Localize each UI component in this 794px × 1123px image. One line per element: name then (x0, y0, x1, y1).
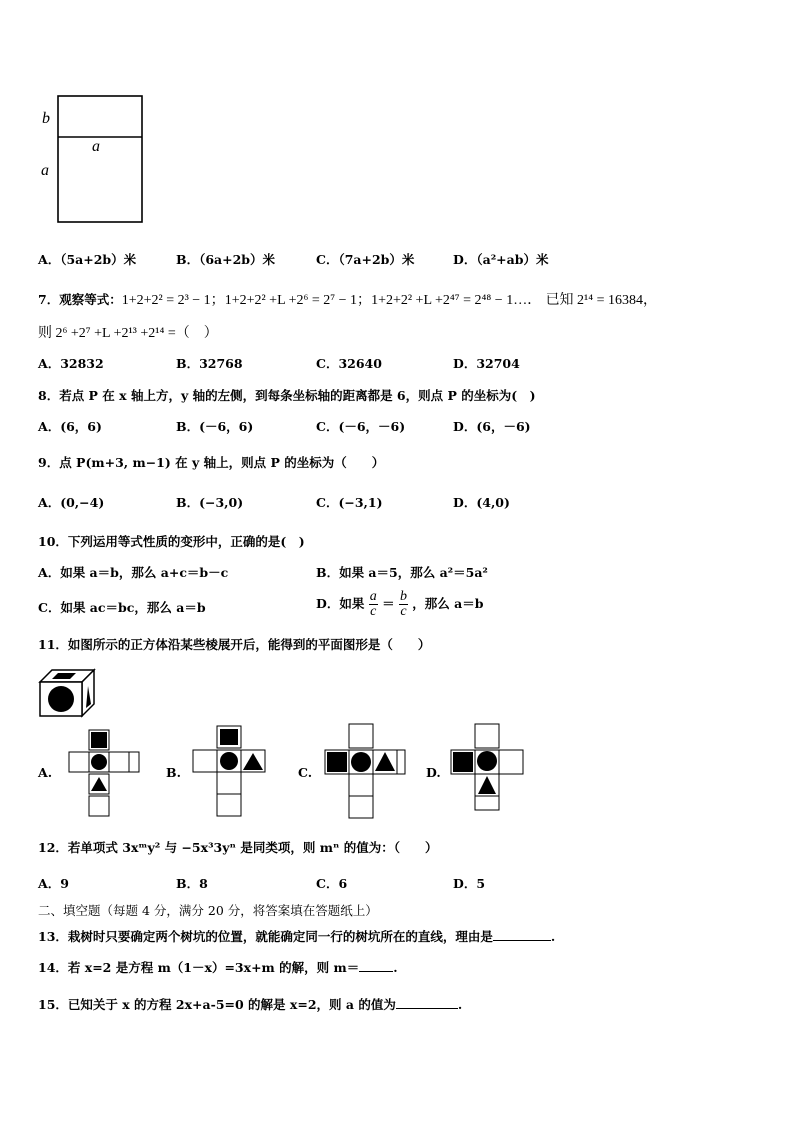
q15: 15．已知关于 x 的方程 2x+a-5=0 的解是 x=2，则 a 的值为 . (38, 997, 463, 1012)
q10-option-d: D．如果 $\frac{a}{c}$ ＝ $\frac{b}{c}$ ，那么 a＝b (316, 589, 484, 619)
q7-option-d: D．32704 (453, 356, 520, 371)
fraction-a-over-c: $\frac{a}{c}$ (369, 589, 377, 619)
q9-option-c: C．(−3,1) (316, 495, 383, 510)
q7-option-c: C．32640 (316, 356, 382, 371)
cube-figure (38, 668, 98, 718)
q6-option-c: C．（7a+2b）米 (316, 252, 415, 267)
q8-option-b: B．(－6，6) (176, 419, 254, 434)
q13-answer-blank[interactable] (493, 928, 551, 941)
q6-option-b: B．（6a+2b）米 (176, 252, 276, 267)
q6-option-d: D．（a²+ab）米 (453, 252, 549, 267)
q10-option-b: B．如果 a＝5，那么 a²＝5a² (316, 565, 488, 580)
q8-option-d: D．(6，－6) (453, 419, 531, 434)
q10-option-c: C．如果 ac＝bc，那么 a＝b (38, 600, 206, 615)
q12-option-b: B．8 (176, 876, 208, 891)
q7-line1: 7．观察等式：1+2+2² = 2³ − 1；1+2+2² +L +2⁶ = 2⁷ − 1；1+2+2² +L +2⁴⁷ = 2⁴⁸ − 1…． 已知 2¹⁴ = 16384， (38, 292, 658, 308)
net-option-c (323, 724, 413, 824)
q8-option-a: A．(6，6) (38, 419, 102, 434)
q10-text: 10．下列运用等式性质的变形中，正确的是( ) (38, 534, 305, 549)
q15-answer-blank[interactable] (396, 996, 458, 1009)
q14: 14．若 x=2 是方程 m（1－x）=3x+m 的解，则 m＝ . (38, 960, 398, 975)
q11-label-b: B. (166, 765, 181, 780)
q11-label-c: C. (298, 765, 313, 780)
q12-option-d: D．5 (453, 876, 486, 891)
q6-option-a: A．（5a+2b）米 (38, 252, 137, 267)
label-b: b (42, 110, 50, 127)
section-heading-fill-in: 二、填空题（每题 4 分，满分 20 分，将答案填在答题纸上） (38, 903, 378, 918)
net-option-d (450, 724, 530, 819)
q10-option-a: A．如果 a＝b，那么 a+c＝b－c (38, 565, 229, 580)
label-a-left: a (41, 162, 49, 179)
q7-line2: 则 2⁶ +2⁷ +L +2¹³ +2¹⁴ =（ ） (38, 326, 218, 341)
q9-text: 9．点 P(m+3, m−1) 在 y 轴上，则点 P 的坐标为（ ） (38, 455, 385, 470)
rectangle-figure (0, 0, 794, 240)
q8-text: 8．若点 P 在 x 轴上方，y 轴的左侧，到每条坐标轴的距离都是 6，则点 P 的坐标为( ) (38, 388, 536, 403)
label-a-top: a (92, 138, 100, 155)
q14-answer-blank[interactable] (359, 959, 393, 972)
q12-option-a: A．9 (38, 876, 69, 891)
net-option-b (190, 726, 280, 821)
q11-text: 11．如图所示的正方体沿某些棱展开后，能得到的平面图形是（ ） (38, 637, 431, 652)
q7-option-b: B．32768 (176, 356, 243, 371)
net-option-a (64, 730, 144, 820)
q8-option-c: C．(－6，－6) (316, 419, 406, 434)
q12-option-c: C．6 (316, 876, 348, 891)
fraction-b-over-c: $\frac{b}{c}$ (399, 589, 407, 619)
q7-option-a: A．32832 (38, 356, 104, 371)
q11-label-a: A. (38, 765, 53, 780)
q9-option-a: A．(0,−4) (38, 495, 105, 510)
q11-label-d: D. (426, 765, 441, 780)
q13: 13．栽树时只要确定两个树坑的位置，就能确定同一行的树坑所在的直线，理由是 . (38, 929, 556, 944)
q12-text: 12．若单项式 3xᵐy² 与 −5x³3yⁿ 是同类项，则 mⁿ 的值为：（ ） (38, 840, 438, 855)
q9-option-d: D．(4,0) (453, 495, 510, 510)
q9-option-b: B．(−3,0) (176, 495, 244, 510)
